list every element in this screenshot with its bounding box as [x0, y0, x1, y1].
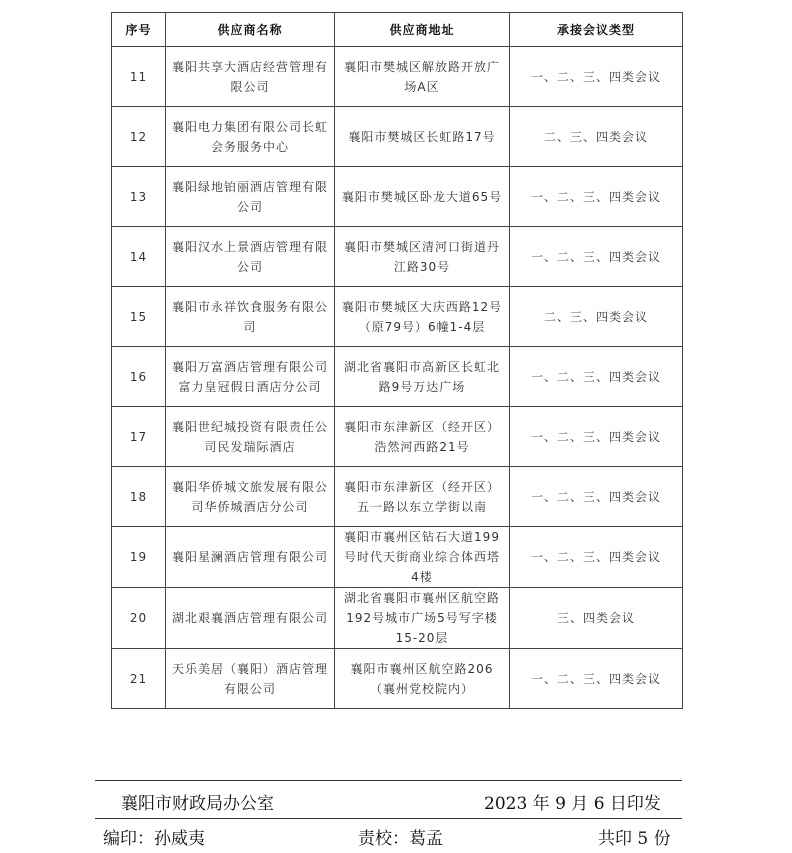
cell-no: 20	[112, 588, 166, 649]
cell-supplier-name: 襄阳汉水上景酒店管理有限公司	[166, 227, 335, 287]
editor-credit: 编印：孙威夷	[103, 829, 205, 849]
cell-no: 19	[112, 527, 166, 588]
print-copies: 共印 5 份	[598, 829, 671, 849]
cell-meeting-type: 一、二、三、四类会议	[510, 527, 683, 588]
cell-meeting-type: 三、四类会议	[510, 588, 683, 649]
cell-no: 13	[112, 167, 166, 227]
cell-meeting-type: 一、二、三、四类会议	[510, 467, 683, 527]
cell-no: 14	[112, 227, 166, 287]
cell-supplier-name: 湖北艰襄酒店管理有限公司	[166, 588, 335, 649]
header-no: 序号	[112, 13, 166, 47]
cell-supplier-address: 襄阳市樊城区解放路开放广场A区	[335, 47, 510, 107]
cell-supplier-address: 襄阳市樊城区大庆西路12号（原79号）6幢1-4层	[335, 287, 510, 347]
table-row	[112, 649, 683, 709]
cell-supplier-address: 襄阳市樊城区清河口街道丹江路30号	[335, 227, 510, 287]
issue-date: 2023 年 9 月 6 日印发	[484, 794, 661, 814]
cell-meeting-type: 一、二、三、四类会议	[510, 47, 683, 107]
cell-meeting-type: 一、二、三、四类会议	[510, 649, 683, 709]
cell-supplier-name: 襄阳共享大酒店经营管理有限公司	[166, 47, 335, 107]
table-row	[112, 227, 683, 287]
table-row	[112, 467, 683, 527]
cell-supplier-name: 襄阳绿地铂丽酒店管理有限公司	[166, 167, 335, 227]
cell-supplier-name: 襄阳电力集团有限公司长虹会务服务中心	[166, 107, 335, 167]
table-header-row	[112, 13, 683, 47]
header-meeting-type: 承接会议类型	[510, 13, 683, 47]
cell-meeting-type: 一、二、三、四类会议	[510, 167, 683, 227]
cell-no: 12	[112, 107, 166, 167]
cell-supplier-name: 襄阳万富酒店管理有限公司富力皇冠假日酒店分公司	[166, 347, 335, 407]
cell-no: 11	[112, 47, 166, 107]
cell-no: 18	[112, 467, 166, 527]
cell-supplier-name: 襄阳华侨城文旅发展有限公司华侨城酒店分公司	[166, 467, 335, 527]
proofreader-credit: 责校：葛孟	[358, 829, 443, 849]
cell-meeting-type: 二、三、四类会议	[510, 287, 683, 347]
cell-no: 16	[112, 347, 166, 407]
footer-divider-top	[95, 780, 682, 781]
cell-supplier-address: 湖北省襄阳市高新区长虹北路9号万达广场	[335, 347, 510, 407]
header-supplier-address: 供应商地址	[335, 13, 510, 47]
cell-supplier-name: 襄阳星澜酒店管理有限公司	[166, 527, 335, 588]
footer-divider-bottom	[95, 818, 682, 819]
issuer-office: 襄阳市财政局办公室	[121, 794, 274, 814]
table-row	[112, 47, 683, 107]
table-row	[112, 167, 683, 227]
cell-meeting-type: 一、二、三、四类会议	[510, 227, 683, 287]
cell-meeting-type: 一、二、三、四类会议	[510, 407, 683, 467]
cell-meeting-type: 二、三、四类会议	[510, 107, 683, 167]
cell-supplier-address: 湖北省襄阳市襄州区航空路192号城市广场5号写字楼15-20层	[335, 588, 510, 649]
table-row	[112, 287, 683, 347]
cell-no: 15	[112, 287, 166, 347]
header-supplier-name: 供应商名称	[166, 13, 335, 47]
cell-supplier-address: 襄阳市樊城区长虹路17号	[335, 107, 510, 167]
table-row	[112, 347, 683, 407]
cell-supplier-address: 襄阳市东津新区（经开区）浩然河西路21号	[335, 407, 510, 467]
cell-supplier-name: 襄阳世纪城投资有限责任公司民发瑞际酒店	[166, 407, 335, 467]
cell-supplier-address: 襄阳市襄州区航空路206（襄州党校院内）	[335, 649, 510, 709]
cell-supplier-address: 襄阳市樊城区卧龙大道65号	[335, 167, 510, 227]
cell-supplier-name: 襄阳市永祥饮食服务有限公司	[166, 287, 335, 347]
cell-no: 17	[112, 407, 166, 467]
table-row	[112, 407, 683, 467]
cell-supplier-address: 襄阳市襄州区钻石大道199号时代天街商业综合体西塔4楼	[335, 527, 510, 588]
table-row	[112, 527, 683, 588]
table-row	[112, 588, 683, 649]
cell-supplier-address: 襄阳市东津新区（经开区）五一路以东立学街以南	[335, 467, 510, 527]
supplier-table	[111, 12, 683, 709]
cell-supplier-name: 天乐美居（襄阳）酒店管理有限公司	[166, 649, 335, 709]
table-row	[112, 107, 683, 167]
cell-no: 21	[112, 649, 166, 709]
cell-meeting-type: 一、二、三、四类会议	[510, 347, 683, 407]
